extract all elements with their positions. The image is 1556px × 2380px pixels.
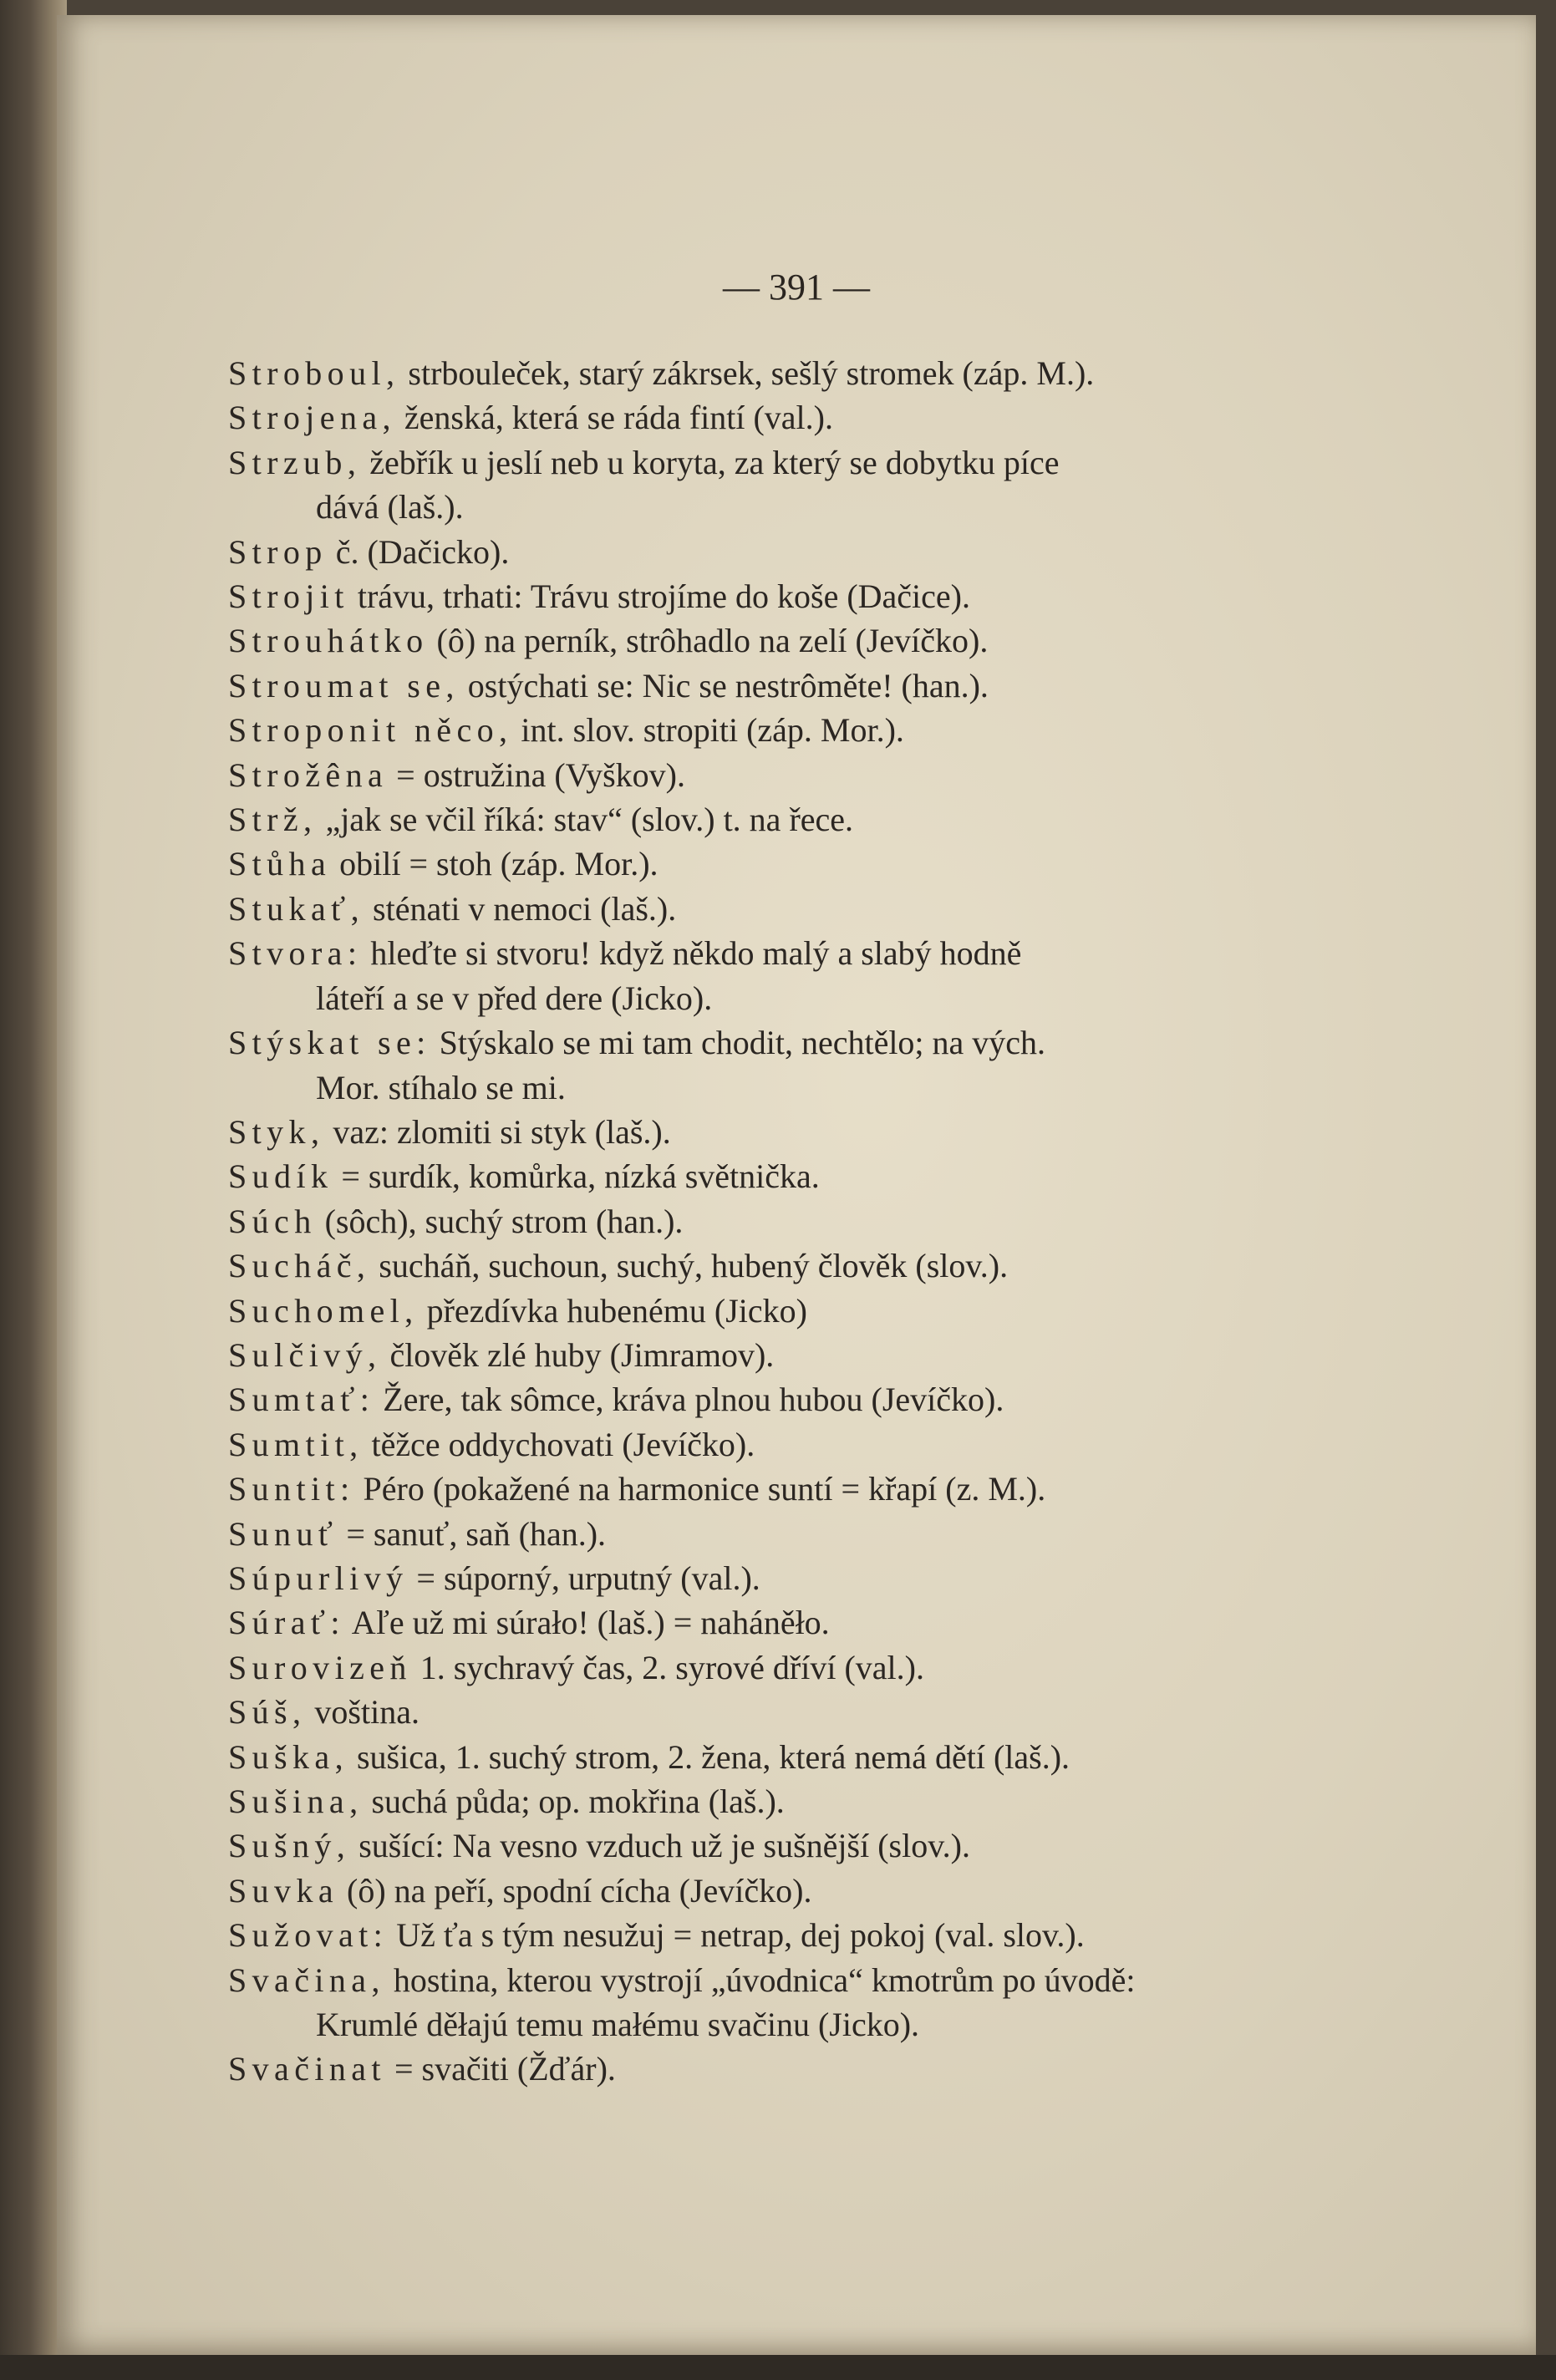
dictionary-entry: [228, 1600, 1340, 1645]
entry-definition: sténati v nemoci (laš.).: [364, 889, 677, 928]
dictionary-entry: [228, 1556, 1340, 1600]
entry-definition: ostýchati se: Nic se nestrôměte! (han.).: [459, 666, 989, 704]
entry-headword: Súrať:: [228, 1604, 345, 1642]
entry-headword: Strž,: [228, 801, 318, 839]
entry-headword: Strzub,: [228, 443, 362, 481]
entry-definition: Aľe už mi súrało! (laš.) = naháněło.: [344, 1604, 830, 1642]
entry-definition: hostina, kterou vystrojí „úvodnica“ kmotrům po úvodě:: [384, 1960, 1136, 1999]
dictionary-entry: [228, 618, 1340, 663]
entry-headword: Sumtit,: [228, 1425, 364, 1463]
entry-definition: voština.: [306, 1693, 420, 1732]
entry-headword: Styk,: [228, 1112, 325, 1151]
entry-definition: ženská, která se ráda fintí (val.).: [395, 399, 833, 437]
entry-headword: Stýskat se:: [228, 1024, 431, 1062]
entry-headword: Súpurlivý: [228, 1559, 409, 1597]
dictionary-entry: [228, 1645, 1340, 1690]
entry-definition: přezdívka hubenému (Jicko): [418, 1291, 807, 1330]
entry-continuation: dává (laš.).: [316, 488, 464, 526]
entry-headword: Sužovat:: [228, 1916, 389, 1955]
entry-definition: sucháň, suchoun, suchý, hubený člověk (slov.).: [370, 1247, 1009, 1285]
dictionary-entry: [228, 1913, 1340, 1957]
dictionary-entry: [228, 395, 1340, 440]
dictionary-entry: [228, 2047, 1340, 2091]
entry-headword: Stůha: [228, 845, 332, 883]
entry-headword: Súš,: [228, 1693, 307, 1732]
entry-headword: Súch: [228, 1202, 317, 1240]
entry-headword: Suchomel,: [228, 1291, 419, 1330]
dictionary-entry: [228, 1422, 1340, 1467]
entry-definition: suchá půda; op. mokřina (laš.).: [363, 1782, 785, 1820]
entry-headword: Suvka: [228, 1871, 338, 1910]
entry-headword: Sucháč,: [228, 1247, 371, 1285]
entry-headword: Sulčivý,: [228, 1335, 382, 1374]
dictionary-entry: [228, 1333, 1340, 1377]
entry-definition: int. slov. stropiti (záp. Mor.).: [512, 711, 904, 750]
entry-headword: Stukať,: [228, 889, 365, 928]
dictionary-entry: [228, 664, 1340, 708]
entry-headword: Stroboul,: [228, 354, 400, 392]
dictionary-entry: [228, 1735, 1340, 1779]
entry-definition: sušica, 1. suchý strom, 2. žena, která nemá dětí (laš.).: [348, 1737, 1070, 1776]
entry-headword: Sudík: [228, 1157, 333, 1196]
dictionary-entry: [228, 1823, 1340, 1868]
dictionary-entry: [228, 1199, 1340, 1243]
dictionary-entry: [228, 842, 1340, 886]
dictionary-entry: [228, 887, 1340, 931]
dictionary-entry: [228, 1154, 1340, 1198]
entry-headword: Svačina,: [228, 1960, 385, 1999]
entry-definition: Už ťa s tým nesužuj = netrap, dej pokoj (val. slov.).: [388, 1916, 1085, 1955]
entry-headword: Sušina,: [228, 1782, 364, 1820]
entry-definition: č. (Dačicko).: [327, 532, 510, 571]
entry-definition: = surdík, komůrka, nízká světnička.: [333, 1157, 820, 1196]
entry-definition: (sôch), suchý strom (han.).: [316, 1202, 684, 1240]
entry-definition: „jak se včil říká: stav“ (slov.) t. na řece.: [317, 801, 854, 839]
page-number: — 391 —: [723, 267, 870, 308]
entry-headword: Sušný,: [228, 1827, 351, 1865]
entry-definition: Péro (pokažené na harmonice suntí = křapí (z. M.).: [354, 1470, 1046, 1508]
dictionary-entry: [228, 351, 1340, 395]
dictionary-entry: [228, 1467, 1340, 1511]
entry-definition: = sanuť, saň (han.).: [338, 1514, 607, 1553]
dictionary-entry: [228, 1690, 1340, 1734]
entry-definition: sušící: Na vesno vzduch už je sušnější (slov.).: [350, 1827, 970, 1865]
entry-continuation: Mor. stíhalo se mi.: [316, 1068, 566, 1106]
entry-headword: Strouhátko: [228, 622, 429, 660]
scan-bottom-edge: [0, 2355, 1556, 2380]
entry-definition: trávu, trhati: Trávu strojíme do koše (Dačice).: [348, 577, 970, 616]
entry-definition: vaz: zlomiti si styk (laš.).: [324, 1112, 671, 1151]
entry-headword: Stroumat se,: [228, 666, 460, 704]
dictionary-entry: [228, 1779, 1340, 1823]
dictionary-entry: [228, 753, 1340, 797]
dictionary-entry: [228, 440, 1340, 485]
entry-definition: Stýskalo se mi tam chodit, nechtělo; na vých.: [430, 1024, 1046, 1062]
entry-headword: Suška,: [228, 1737, 348, 1776]
dictionary-entry: [228, 1512, 1340, 1556]
entry-headword: Stroponit něco,: [228, 711, 513, 750]
dictionary-entry: [228, 1958, 1340, 2002]
book-page: [57, 15, 1536, 2355]
entry-definition: žebřík u jeslí neb u koryta, za který se dobytku píce: [361, 443, 1060, 481]
dictionary-entry: [228, 1243, 1340, 1288]
entry-definition: hleďte si stvoru! když někdo malý a slabý hodně: [362, 934, 1022, 973]
entry-headword: Suntit:: [228, 1470, 355, 1508]
entry-definition: obilí = stoh (záp. Mor.).: [331, 845, 659, 883]
entry-definition: strbouleček, starý zákrsek, sešlý stromek (záp. M.).: [399, 354, 1095, 392]
dictionary-entry: [228, 1377, 1340, 1421]
entry-definition: těžce oddychovati (Jevíčko).: [363, 1425, 755, 1463]
entry-headword: Sumtať:: [228, 1381, 375, 1419]
entry-definition: = ostružina (Vyškov).: [388, 755, 685, 794]
entry-definition: člověk zlé huby (Jimramov).: [381, 1335, 775, 1374]
entry-continuation: láteří a se v před dere (Jicko).: [316, 979, 713, 1017]
entry-headword: Strojena,: [228, 399, 396, 437]
entry-headword: Strožêna: [228, 755, 389, 794]
entry-definition: 1. sychravý čas, 2. syrové dříví (val.).: [411, 1648, 924, 1686]
entry-definition: (ô) na perník, strôhadlo na zelí (Jevíčko).: [428, 622, 989, 660]
entry-definition: Žere, tak sômce, kráva plnou hubou (Jevíčko).: [374, 1381, 1004, 1419]
entry-headword: Svačinat: [228, 2050, 386, 2088]
entry-headword: Surovizeň: [228, 1648, 412, 1686]
dictionary-entry: [228, 530, 1340, 574]
dictionary-entry: [228, 797, 1340, 842]
entry-continuation: Krumlé děłajú temu małému svačinu (Jicko).: [316, 2006, 920, 2044]
dictionary-entry: [228, 1869, 1340, 1913]
entry-headword: Stvora:: [228, 934, 363, 973]
dictionary-entry: [228, 708, 1340, 752]
entry-headword: Sunuť: [228, 1514, 338, 1553]
dictionary-entry: [228, 931, 1340, 975]
dictionary-entry: [228, 1020, 1340, 1065]
entry-definition: = súporný, urputný (val.).: [408, 1559, 760, 1597]
dictionary-entry: [228, 1110, 1340, 1154]
entry-definition: = svačiti (Žďár).: [385, 2050, 616, 2088]
dictionary-entry: [228, 1289, 1340, 1333]
dictionary-entry: [228, 574, 1340, 618]
entry-headword: Strojit: [228, 577, 349, 616]
entry-definition: (ô) na peří, spodní cícha (Jevíčko).: [338, 1871, 812, 1910]
dictionary-entries: [228, 351, 1340, 2092]
entry-headword: Strop: [228, 532, 328, 571]
